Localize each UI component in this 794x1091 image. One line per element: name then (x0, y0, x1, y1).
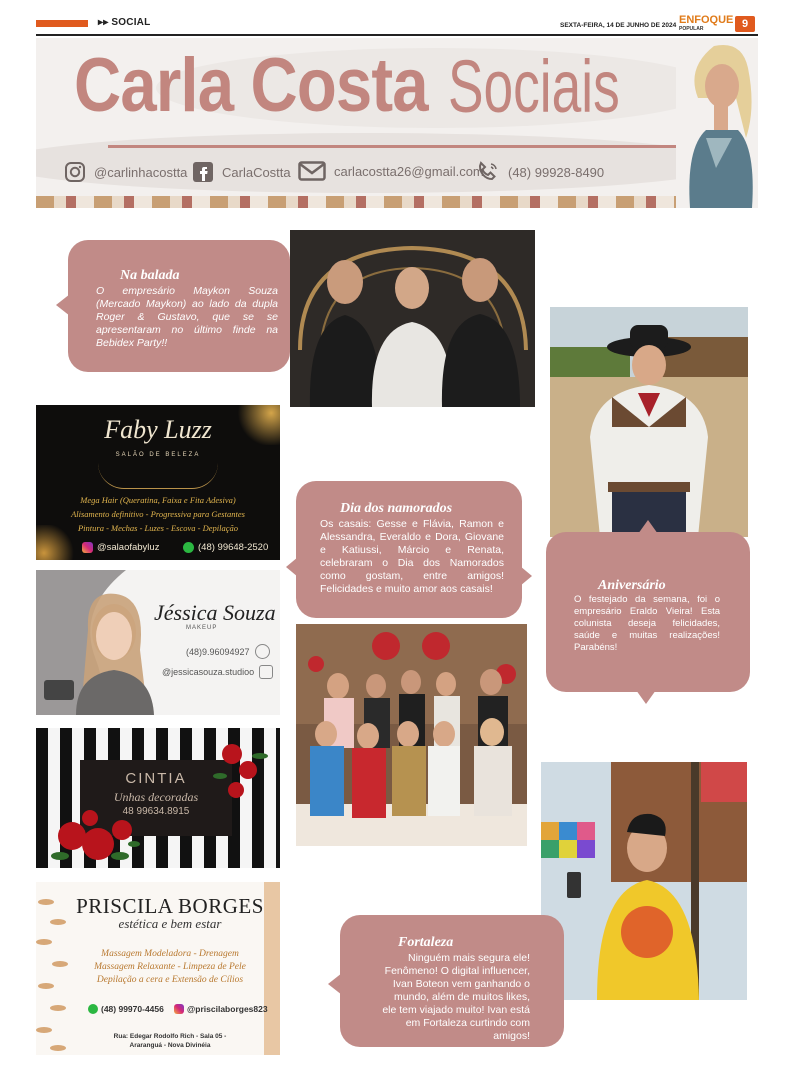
aniversario-title: Aniversário (598, 578, 666, 593)
brand-logo-sub: POPULAR (679, 26, 704, 32)
section-label: ▸▸ SOCIAL (98, 17, 151, 28)
faby-instagram: @salaofabyluz (82, 542, 159, 553)
mail-icon (298, 161, 326, 181)
roses-decoration-top (212, 736, 272, 806)
jessica-instagram: @jessicasouza.studioo (162, 665, 273, 679)
fortaleza-title: Fortaleza (398, 935, 454, 950)
photo-aniversario (550, 307, 748, 537)
jessica-sub: MAKEUP (186, 625, 218, 631)
priscila-name: PRISCILA BORGES (76, 894, 264, 918)
roses-decoration (50, 800, 140, 868)
header-rule (36, 34, 758, 36)
columnist-portrait (676, 38, 758, 208)
caption-bubble-aniversario (546, 532, 750, 692)
balada-title: Na balada (120, 268, 180, 283)
email-address: carlacostta26@gmail.com (334, 163, 484, 179)
faby-name: Faby Luzz (104, 415, 212, 444)
jessica-phone: (48)9.96094927 (186, 644, 270, 659)
namorados-title: Dia dos namorados (340, 501, 453, 516)
aniversario-text: O festejado da semana, foi o empresário Eraldo Vieira! Esta colunista deseja felicidades, saúde e muitas realizações! Parabéns! (574, 594, 720, 653)
balada-text: O empresário Maykon Souza (Mercado Maykon) ao lado da dupla Roger & Gustavo, que se se apresentaram no último finde na Bebidex Party!! (96, 285, 278, 349)
caption-bubble-fortaleza (340, 915, 564, 1047)
ad-priscila-borges (36, 882, 280, 1055)
decorative-strip (36, 196, 758, 208)
priscila-service-3: Depilação a cera e Extensão de Cílios (96, 975, 244, 985)
ad-jessica-souza (36, 570, 280, 715)
priscila-sub: estética e bem estar (118, 916, 222, 931)
priscila-address-1: Rua: Edegar Rodolfo Rich - Sala 05 - (113, 1033, 227, 1040)
caption-bubble-namorados (296, 481, 522, 618)
phone-contact (476, 161, 604, 183)
priscila-service-2: Massagem Relaxante - Limpeza de Pele (94, 962, 246, 972)
namorados-text: Os casais: Gesse e Flávia, Ramon e Alessandra, Everaldo e Dora, Giovane e Katiussi, Márcio e Renata, celebraram o Dia dos Namorados como gostam, entre amigos! Felicidades e muito amor aos casais! (320, 518, 504, 595)
faby-phone: (48) 99648-2520 (183, 542, 268, 553)
jessica-name: Jéssica Souza (154, 600, 276, 625)
ad-cintia (36, 728, 280, 868)
faby-service-1: Mega Hair (Queratina, Faixa e Fita Adesiva) (80, 495, 236, 505)
banner-rule (108, 145, 698, 148)
instagram-icon (174, 1004, 184, 1014)
faby-sub: SALÃO DE BELEZA (115, 452, 201, 458)
priscila-address-2: Araranguá - Nova Divinéia (129, 1042, 211, 1049)
issue-date: SEXTA-FEIRA, 14 DE JUNHO DE 2024 (560, 22, 677, 29)
priscila-service-1: Massagem Modeladora - Drenagem (101, 949, 239, 959)
faby-service-3: Pintura - Mechas - Luzes - Escova - Depilação (77, 523, 239, 533)
whatsapp-icon (255, 644, 270, 659)
brand-logo: ENFOQUE (679, 14, 734, 26)
phone-number: (48) 99928-8490 (508, 164, 605, 180)
phone-icon (476, 161, 500, 183)
section-color-block (36, 20, 88, 27)
instagram-contact (64, 161, 187, 183)
cintia-phone: 48 99634.8915 (122, 806, 190, 817)
caption-bubble-balada (68, 240, 290, 372)
fortaleza-text: Ninguém mais segura ele! Fenômeno! O digital influencer, Ivan Boteon vem ganhando o mundo, além de muitos likes, ele tem viajado muito! Ivan está em Fortaleza curtindo com amigos! (382, 952, 530, 1042)
instagram-icon (82, 542, 93, 553)
photo-namorados (296, 624, 527, 846)
instagram-icon (64, 161, 86, 183)
instagram-icon (259, 665, 273, 679)
cintia-name: CINTIA (125, 770, 187, 787)
photo-balada (290, 230, 535, 407)
priscila-instagram: @priscilaborges823 (174, 1004, 268, 1014)
banner-title-bold: Carla Costa (74, 43, 428, 128)
ad-faby-luzz (36, 405, 280, 560)
facebook-contact (192, 161, 291, 183)
leaf-decoration (36, 882, 76, 1055)
whatsapp-icon (183, 542, 194, 553)
cintia-sub: Unhas decoradas (113, 790, 199, 804)
facebook-name: CarlaCostta (222, 164, 291, 180)
instagram-handle: @carlinhacostta (94, 164, 188, 180)
page-number: 9 (735, 16, 755, 32)
column-banner (36, 38, 758, 208)
priscila-phone: (48) 99970-4456 (88, 1004, 164, 1014)
faby-service-2: Alisamento definitivo - Progressiva para Gestantes (71, 509, 245, 519)
photo-fortaleza (541, 762, 747, 1000)
banner-title-light: Sociais (448, 45, 620, 128)
facebook-icon (192, 161, 214, 183)
whatsapp-icon (88, 1004, 98, 1014)
email-contact (298, 161, 484, 181)
